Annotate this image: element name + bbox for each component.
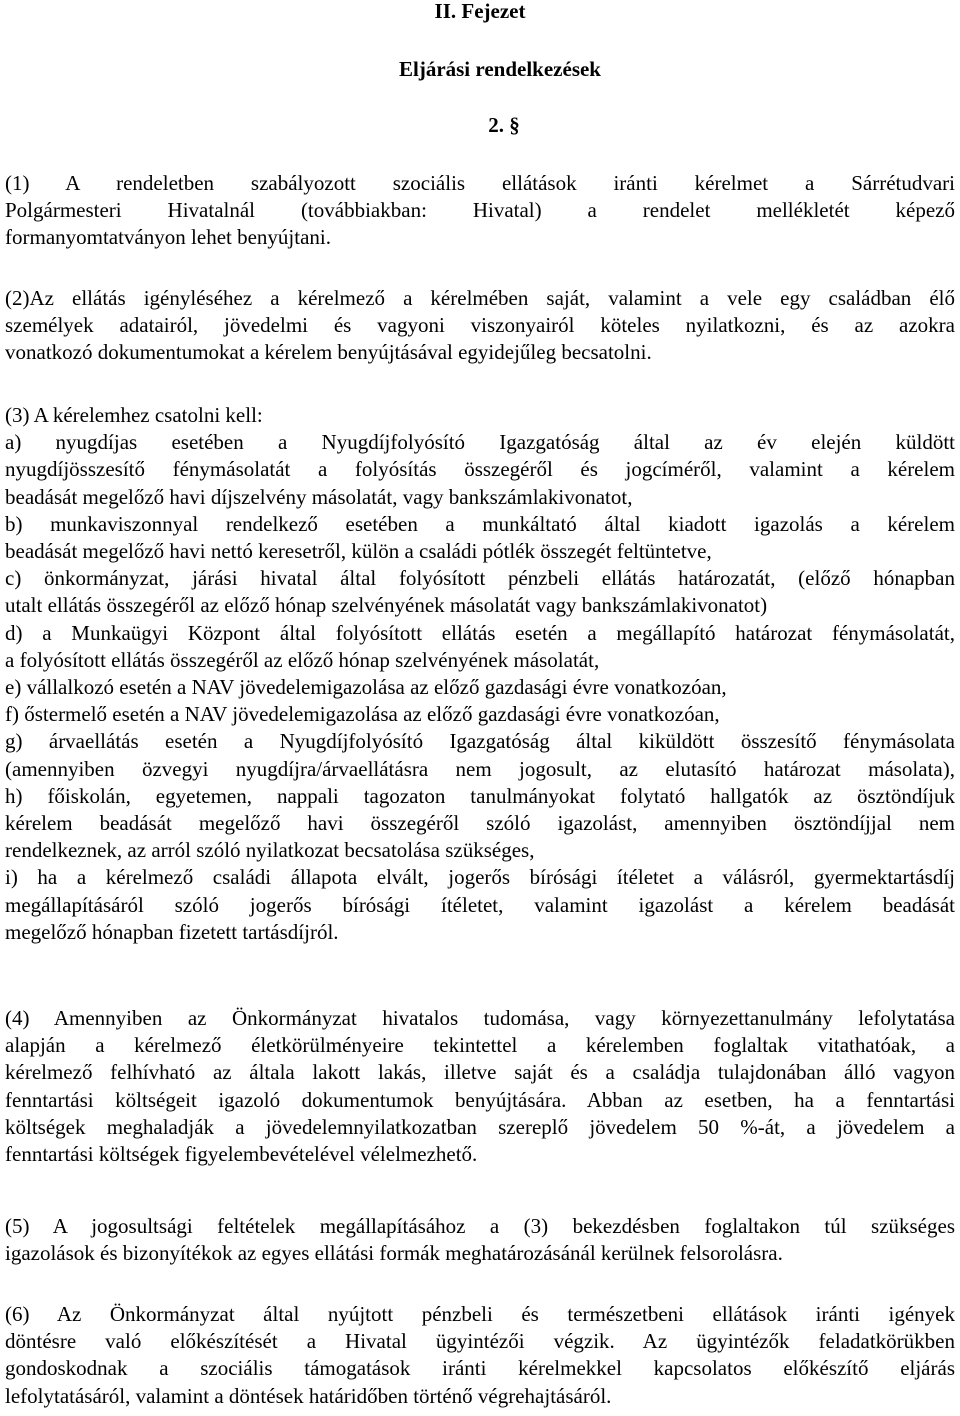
paragraph-1 <box>5 170 955 252</box>
text-line: (4) Amennyiben az Önkormányzat hivatalos tudomása, vagy környezettanulmány lefolytatása <box>5 1006 955 1030</box>
text-line: (5) A jogosultsági feltételek megállapításához a (3) bekezdésben foglaltakon túl szükséges <box>5 1214 955 1238</box>
text-line: h) főiskolán, egyetemen, nappali tagozaton tanulmányokat folytató hallgatók az ösztöndíjuk <box>5 783 955 808</box>
text-line: g) árvaellátás esetén a Nyugdíjfolyósító Igazgatóság által kiküldött összesítő fénymásolata <box>5 729 955 754</box>
text-line: megelőző hónapban fizetett tartásdíjról. <box>5 919 339 944</box>
paragraph-6 <box>5 1301 955 1410</box>
text-line: (2)Az ellátás igényléséhez a kérelmező a kérelmében saját, valamint a vele egy családban élő <box>5 286 955 310</box>
text-line: (amennyiben özvegyi nyugdíjra/árvaellátásra nem jogosult, az elutasító határozat másolata), <box>5 756 955 781</box>
text-line: vonatkozó dokumentumokat a kérelem benyújtásával egyidejűleg becsatolni. <box>5 340 652 365</box>
text-line: beadását megelőző havi nettó keresetről, külön a családi pótlék összegét feltüntetve, <box>5 539 712 564</box>
text-line: e) vállalkozó esetén a NAV jövedelemigazolása az előző gazdasági évre vonatkozóan, <box>5 675 727 700</box>
section-title: Eljárási rendelkezések <box>398 57 601 81</box>
text-line: döntésre való előkészítését a Hivatal ügyintézői végzik. Az ügyintézők feladatkörükben <box>5 1329 955 1354</box>
text-line: gondoskodnak a szociális támogatások iránti kérelmekkel kapcsolatos előkészítő eljárás <box>5 1356 955 1381</box>
text-line: a folyósított ellátás összegéről az előző hónap szelvényének másolatát, <box>5 647 600 672</box>
text-line: beadását megelőző havi díjszelvény másolatát, vagy bankszámlakivonatot, <box>5 484 633 509</box>
paragraph-3 <box>5 402 955 946</box>
text-line: (3) A kérelemhez csatolni kell: <box>5 403 263 427</box>
text-line: fenntartási költségek figyelembevételével vélelmezhető. <box>5 1142 478 1167</box>
text-line: kérelmező felhívható az általa lakott lakás, illetve saját és a családja tulajdonában álló vagyon <box>5 1060 955 1085</box>
text-line: kérelem beadását megelőző havi összegéről szóló igazolást, amennyiben ösztöndíjjal nem <box>5 811 955 836</box>
chapter-heading: II. Fejezet <box>434 0 526 23</box>
text-line: nyugdíjösszesítő fénymásolatát a folyósítás összegéről és jogcíméről, valamint a kérelem <box>5 457 955 482</box>
text-line: fenntartási költségeit igazoló dokumentumok benyújtására. Abban az esetben, ha a fenntartási <box>5 1087 955 1112</box>
paragraph-5 <box>5 1213 955 1267</box>
text-line: a) nyugdíjas esetében a Nyugdíjfolyósító Igazgatóság által az év elején küldött <box>5 430 955 455</box>
text-line: (6) Az Önkormányzat által nyújtott pénzbeli és természetbeni ellátások iránti igények <box>5 1302 955 1326</box>
text-line: lefolytatásáról, valamint a döntések határidőben történő végrehajtásáról. <box>5 1383 612 1408</box>
text-line: (1) A rendeletben szabályozott szociális ellátások iránti kérelmet a Sárrétudvari <box>5 171 955 195</box>
text-line: Polgármesteri Hivatalnál (továbbiakban: Hivatal) a rendelet mellékletét képező <box>5 198 955 223</box>
text-line: rendelkeznek, az arról szóló nyilatkozat becsatolása szükséges, <box>5 838 535 863</box>
text-line: személyek adatairól, jövedelmi és vagyoni viszonyairól köteles nyilatkozni, és az azokra <box>5 313 955 338</box>
paragraph-4 <box>5 1005 955 1168</box>
text-line: f) őstermelő esetén a NAV jövedelemigazolása az előző gazdasági évre vonatkozóan, <box>5 702 720 727</box>
text-line: költségek meghaladják a jövedelemnyilatkozatban szereplő jövedelem 50 %-át, a jövedelem a <box>5 1114 955 1139</box>
text-line: igazolások és bizonyítékok az egyes ellátási formák meghatározásánál kerülnek felsorolásra. <box>5 1241 783 1266</box>
text-line: alapján a kérelmező életkörülményeire tekintettel a kérelemben foglaltak vitathatóak, a <box>5 1033 955 1058</box>
text-line: c) önkormányzat, járási hivatal által folyósított pénzbeli ellátás határozatát, (előző hónapban <box>5 566 955 591</box>
text-line: utalt ellátás összegéről az előző hónap szelvényének másolatát vagy bankszámlakivonatot) <box>5 593 768 618</box>
text-line: b) munkaviszonnyal rendelkező esetében a munkáltató által kiadott igazolás a kérelem <box>5 511 955 536</box>
paragraph-number: 2. § <box>488 113 520 137</box>
text-line: megállapításáról szóló jogerős bírósági ítéletet, valamint igazolást a kérelem beadását <box>5 892 955 917</box>
text-line: d) a Munkaügyi Központ által folyósított ellátás esetén a megállapító határozat fénymásolatát, <box>5 620 955 645</box>
text-line: i) ha a kérelmező családi állapota elvált, jogerős bírósági ítéletet a válásról, gyermektartásdíj <box>5 865 955 890</box>
text-line: formanyomtatványon lehet benyújtani. <box>5 225 331 250</box>
paragraph-2 <box>5 285 955 367</box>
